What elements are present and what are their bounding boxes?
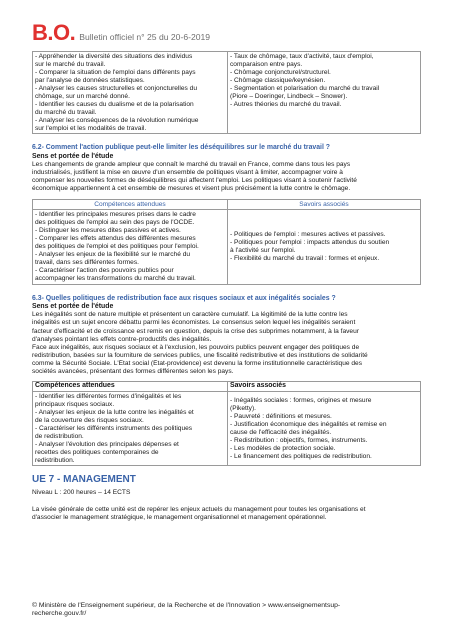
bulletin-title: Bulletin officiel n° 25 du 20-6-2019 <box>79 32 211 42</box>
text-line: - Analyser l'évolution des principales dépenses et <box>35 440 179 448</box>
section-6-3-paragraph <box>32 311 420 375</box>
text-line: - Flexibilité du marché du travail : formes et enjeux. <box>230 254 380 262</box>
savoirs-cell <box>228 392 421 466</box>
text-line: - Distinguer les mesures dites passives et actives. <box>35 226 181 234</box>
text-line: - Analyser les causes structurelles et conjoncturelles du <box>35 84 197 92</box>
text-line: de la couverture des risques sociaux. <box>35 416 144 424</box>
text-line: recettes des politiques contemporaines de <box>35 448 159 456</box>
page-body <box>32 51 420 522</box>
text-line: - Analyser les enjeux de la lutte contre les inégalités et <box>35 408 194 416</box>
text-line: travail, dans ses différentes formes. <box>35 259 139 266</box>
text-line: - Le financement des politiques de redistribution. <box>230 452 372 460</box>
column-header: Compétences attendues <box>33 200 228 210</box>
text-line: - Chômage conjoncturel/structurel. <box>230 68 331 76</box>
text-line: accompagner les transformations du marché du travail. <box>35 275 196 283</box>
text-line: industrialisés, justifient la mise en œuvre d'un ensemble de politiques visant à limiter, accompagner voire à <box>32 169 343 177</box>
savoirs-cell <box>228 210 421 284</box>
text-line: d'analyses pointant les effets contre-productifs des inégalités. <box>32 335 212 343</box>
column-header: Compétences attendues <box>33 381 228 391</box>
text-line: - Appréhender la diversité des situations des individus <box>35 52 193 60</box>
text-line: d'associer le management stratégique, le management organisationnel et management opérationnel. <box>32 513 327 521</box>
text-line: du marché du travail. <box>35 108 97 116</box>
text-line: - Les modèles de protection sociale. <box>230 444 336 452</box>
section-6-2-paragraph <box>32 161 420 193</box>
text-line: sur l'emploi et les modalités de travail. <box>35 124 147 132</box>
text-line: - Chômage classique/keynésien. <box>230 76 326 84</box>
text-line: Les changements de grande ampleur que connaît le marché du travail en France, comme dans tous les pays <box>32 161 351 169</box>
text-line: Les inégalités sont de nature multiple et présentent un caractère cumulatif. La légitimité de la lutte contre les <box>32 311 348 319</box>
section-6-3-subtitle: Sens et portée de l'étude <box>32 303 114 311</box>
text-line: (Piore – Doeringer, Lindbeck – Snower). <box>230 92 348 100</box>
text-line: - Segmentation et polarisation du marché du travail <box>230 84 380 92</box>
text-line: chômage, sur un marché donné. <box>35 92 130 100</box>
text-line: redistribution, basées sur la fourniture de services publics, une fiscalité redistributive et des institutions de solidarité <box>32 351 368 359</box>
text-line: des politiques de l'emploi et des politiques pour l'emploi. <box>35 242 199 250</box>
competences-table-6-2 <box>32 199 421 284</box>
text-line: économique appartiennent à cet ensemble de mesures et visent plus précisément la lutte contre le chômage. <box>32 185 351 193</box>
ue7-title: UE 7 - MANAGEMENT <box>32 474 136 486</box>
bo-logo: B.O. <box>32 20 76 45</box>
text-line: - Identifier les principales mesures prises dans le cadre <box>35 210 196 218</box>
text-line: facteur d'efficacité et de croissance est remis en question, depuis la crise des subprimes notamment, à la faveur <box>32 327 359 335</box>
text-line: à l'activité sur l'emploi. <box>230 246 296 254</box>
text-line: - Analyser les conséquences de la révolution numérique <box>35 116 199 124</box>
text-line: des politiques de l'emploi au sein des pays de l'OCDE. <box>35 218 195 226</box>
text-line: - Autres théories du marché du travail. <box>230 100 342 108</box>
text-line: - Comparer la situation de l'emploi dans différents pays <box>35 68 196 76</box>
page-footer <box>32 602 420 619</box>
text-line: - Redistribution : objectifs, formes, instruments. <box>230 436 368 444</box>
text-line: redistribution. <box>35 456 75 464</box>
text-line: La visée générale de cette unité est de repérer les enjeux actuels du management pour toutes les organisations et <box>32 505 366 513</box>
text-line: inégalités est un sujet encore débattu parmi les économistes. Le consensus selon lequel les inégalités seraient <box>32 319 356 327</box>
savoirs-cell <box>228 52 421 134</box>
text-line: sociétés avancées, présentant des formes différentes selon les pays. <box>32 367 234 375</box>
section-6-2-subtitle: Sens et portée de l'étude <box>32 152 114 160</box>
competences-cell <box>33 210 228 284</box>
text-line: compenser les nouvelles formes de déséquilibres qui affectent l'emploi. Les politiques visant à soutenir l'activité <box>32 177 357 185</box>
text-line: (Piketty). <box>230 404 257 412</box>
text-line: - Analyser les enjeux de la flexibilité sur le marché du <box>35 250 191 258</box>
competences-cell <box>33 52 228 134</box>
text-line: comme la Sécurité Sociale. L'État social (État-providence) est devenu la forme institutionnelle caractéristique des <box>32 359 363 367</box>
competences-table-6-1 <box>32 51 421 134</box>
text-line: sur le marché du travail. <box>35 60 106 68</box>
text-line: - Politiques pour l'emploi : impacts attendus du soutien <box>230 238 390 246</box>
text-line: - Comparer les effets attendus des différentes mesures <box>35 234 196 242</box>
text-line: - Inégalités sociales : formes, origines et mesure <box>230 396 372 404</box>
text-line: - Caractériser l'action des pouvoirs publics pour <box>35 267 174 275</box>
ue7-paragraph <box>32 506 420 522</box>
text-line: - Justification économique des inégalités et remise en <box>230 420 387 428</box>
text-line: de redistribution. <box>35 432 84 440</box>
competences-cell <box>33 392 228 466</box>
footer-line: © Ministère de l'Enseignement supérieur, de la Recherche et de l'Innovation > www.enseignementsup- <box>32 602 341 609</box>
text-line: cause de l'efficacité des inégalités. <box>230 428 332 436</box>
text-line: comparaison entre pays. <box>230 60 303 68</box>
text-line: Face aux inégalités, aux risques sociaux et à l'exclusion, les pouvoirs publics peuvent engager des politiques de <box>32 343 360 351</box>
text-line: - Identifier les causes du dualisme et de la polarisation <box>35 100 194 108</box>
section-6-2-title: 6.2- Comment l'action publique peut-elle limiter les déséquilibres sur le marché du travail ? <box>32 144 331 152</box>
column-header: Savoirs associés <box>228 381 421 391</box>
text-line: - Caractériser les différents instruments des politiques <box>35 424 193 432</box>
text-line: - Pauvreté : définitions et mesures. <box>230 412 332 420</box>
ue7-level: Niveau L : 200 heures – 14 ECTS <box>32 488 131 496</box>
column-header: Savoirs associés <box>228 200 421 210</box>
page-header <box>32 22 420 44</box>
text-line: par l'analyse de données statistiques. <box>35 76 145 84</box>
text-line: principaux risques sociaux. <box>35 400 115 408</box>
competences-table-6-3 <box>32 381 421 467</box>
footer-line: recherche.gouv.fr/ <box>32 610 87 618</box>
text-line: - Identifier les différentes formes d'inégalités et les <box>35 392 182 400</box>
text-line: - Politiques de l'emploi : mesures actives et passives. <box>230 230 386 238</box>
text-line: - Taux de chômage, taux d'activité, taux d'emploi, <box>230 52 374 60</box>
section-6-3-title: 6.3- Quelles politiques de redistribution face aux risques sociaux et aux inégalités sociales ? <box>32 294 336 302</box>
